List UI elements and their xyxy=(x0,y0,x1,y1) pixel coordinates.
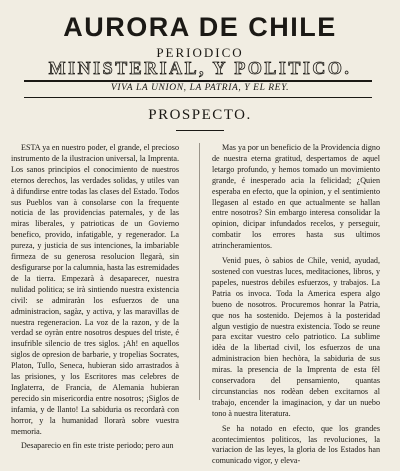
right-column xyxy=(212,143,380,471)
masthead-title: AURORA DE CHILE xyxy=(63,12,337,42)
masthead-subtitle: PERIODICO xyxy=(156,45,244,60)
column-divider xyxy=(199,143,200,400)
left-paragraph-1: ESTA ya en nuestro poder, el grande, el precioso instrumento de la ilustracion universal, la Imprenta. Los sanos principios el conocimiento de nuestros eternos derechos, las verdades solidas, y utiles van à difundirse entre todas las clases del Estado. Todos sus Pueblos van à consolarse con la frequente noticia de las providencias paternales, y de las miras liberales, y patrioticas de un Govierno benefico, provido, infatigable, y regenerador. La pureza, y justicia de sus intenciones, la imbariable firmeza de su generosa resolucion llegarà, sin desfigurarse por la calumnia, hasta las estremidades de la tierra. Empezarà à desaparecer, nuestra nulidad politica; se irà sintiendo nuestra existencia civil: se admiraràn los esfuerzos de una administracion, sagàz, y activa, y las maravillas de nuestra regeneracion. La voz de la razon, y de la verdad se oyràn entre nosotros despues del triste, é insufrible silencio de tres siglos. ¡Ah! en aquellos siglos de opresion de barbarie, y tropelias Socrates, Platon, Tullo, Seneca, hubieran sido arrastrados à las prisiones, y los Escritores mas celebres de Inglaterra, de Francia, de Alemania hubieran perecido sin misericordia entre nosotros; ¡Siglos de infamia, y de llanto! La sabiduria os recordarà con horror, y la humanidad llorarà sobre vuestra memoria. xyxy=(11,143,179,436)
right-paragraph-1: Mas ya por un beneficio de la Providencia digno de nuestra eterna gratitud, despertamos de aquel letargo profundo, y hemos tomado un movimiento grande, é inesperado acia la felicidad; ¿Quien esperaba en efecto, que la opinion, y el sentimiento llegasen al estado en que actualmente se hallan entre nosotros? Sin embargo interesa consolidar la opinion, dicipar infundados recelos, y perseguir, combatir los errores hasta sus ultimos atrincheramientos. xyxy=(212,143,380,251)
motto-top-rule xyxy=(24,80,372,82)
section-title-rule xyxy=(176,130,224,131)
masthead-subtitle-outline: MINISTERIAL, Y POLITICO. xyxy=(48,58,352,78)
left-column xyxy=(11,143,179,456)
right-paragraph-3: Se ha notado en efecto, que los grandes acontecimientos politicos, las revoluciones, la variacion de las leyes, la gloria de los Estados han comunicado vigor, y eleva- xyxy=(212,423,380,466)
motto-bottom-rule xyxy=(24,97,372,98)
left-paragraph-2: Desaparecio en fin este triste periodo; pero aun xyxy=(21,441,174,451)
right-paragraph-2: Venid pues, ò sabios de Chile, venid, ayudad, sostened con vuestras luces, meditaciones, libros, y papeles, nuestros debiles esfuerzos, y trabajos. La Patria os invoca. Toda la America espera algo bueno de nosotros. Procuremos honrar la Patria, que nos ha sostenido. Dejemos à la posteridad algun vestigio de nuestra existencia. Todo se reune para excitar vuestro celo patriotico. La sublime idèa de la libertad civil, los esfuerzos de una administracion bien hechòra, la sabiduria de sus miras. la presencia de la Imprenta de esta fèl conservadora del pensamiento, quantas circunstancias nos rodèan deben excitarnos al trabajo, encender la imaginacion, y dar un nuebo tono à nuestra literatura. xyxy=(212,256,380,418)
section-title: PROSPECTO. xyxy=(148,107,252,123)
masthead-motto: VIVA LA UNION, LA PATRIA, Y EL REY. xyxy=(110,83,290,93)
